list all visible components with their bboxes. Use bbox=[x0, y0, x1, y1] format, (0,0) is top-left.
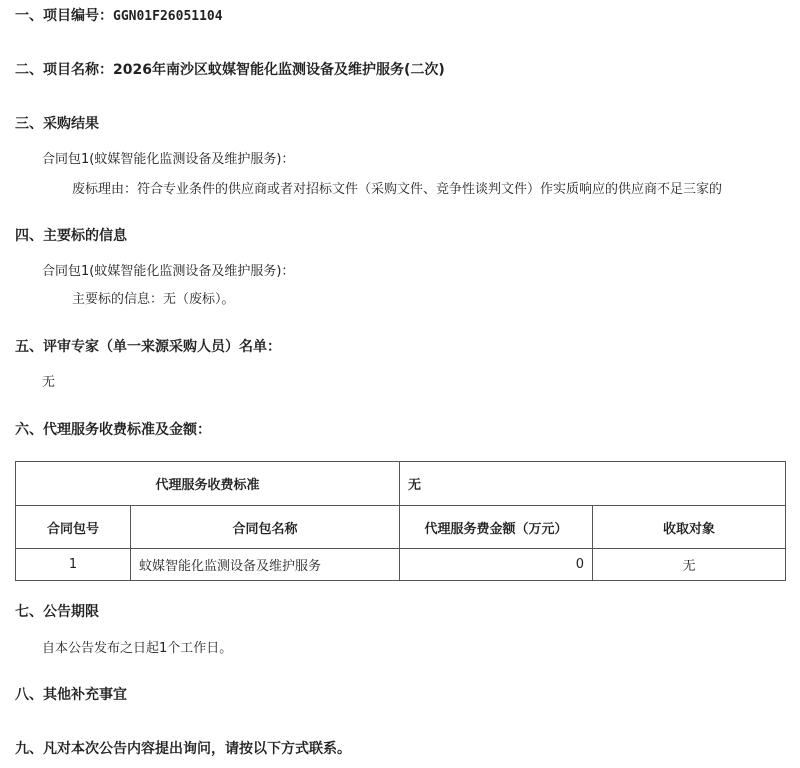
section-other-matters-title: 八、其他补充事宜 bbox=[15, 687, 127, 703]
notice-period-content: 自本公告发布之日起1个工作日。 bbox=[42, 641, 233, 656]
cell-fee-amount: 0 bbox=[400, 549, 593, 581]
table-header-row bbox=[16, 506, 786, 549]
table-row-standard bbox=[16, 462, 786, 506]
section-procurement-result-title: 三、采购结果 bbox=[15, 116, 99, 132]
cell-charge-target: 无 bbox=[593, 549, 786, 581]
section-project-number-title: 一、项目编号： bbox=[15, 8, 113, 24]
cell-package-name: 蚊媒智能化监测设备及维护服务 bbox=[131, 549, 400, 581]
section-contact-title: 九、凡对本次公告内容提出询问，请按以下方式联系。 bbox=[15, 741, 351, 757]
procurement-result-package: 合同包1(蚊媒智能化监测设备及维护服务)： bbox=[42, 152, 295, 167]
fee-standard-label: 代理服务收费标准 bbox=[16, 462, 400, 506]
main-subject-info: 主要标的信息：无（废标）。 bbox=[72, 292, 235, 307]
agency-fee-table bbox=[15, 461, 786, 581]
experts-content: 无 bbox=[42, 375, 56, 390]
section-experts-title: 五、评审专家（单一来源采购人员）名单： bbox=[15, 339, 281, 355]
fee-standard-value: 无 bbox=[400, 462, 786, 506]
procurement-result-reason: 废标理由：符合专业条件的供应商或者对招标文件（采购文件、竞争性谈判文件）作实质响应的供应商不足三家的 bbox=[72, 182, 723, 197]
section-main-subject-title: 四、主要标的信息 bbox=[15, 228, 127, 244]
cell-package-number: 1 bbox=[16, 549, 131, 581]
project-number-value: GGN01F26051104 bbox=[113, 9, 223, 24]
section-project-number bbox=[15, 6, 223, 27]
section-notice-period-title: 七、公告期限 bbox=[15, 604, 99, 620]
section-project-name: 二、项目名称：2026年南沙区蚊媒智能化监测设备及维护服务(二次) bbox=[15, 62, 445, 78]
header-package-number: 合同包号 bbox=[16, 506, 131, 549]
table-row bbox=[16, 549, 786, 581]
main-subject-package: 合同包1(蚊媒智能化监测设备及维护服务)： bbox=[42, 264, 295, 279]
header-package-name: 合同包名称 bbox=[131, 506, 400, 549]
section-agency-fee-title: 六、代理服务收费标准及金额： bbox=[15, 422, 211, 438]
header-charge-target: 收取对象 bbox=[593, 506, 786, 549]
header-fee-amount: 代理服务费金额（万元） bbox=[400, 506, 593, 549]
